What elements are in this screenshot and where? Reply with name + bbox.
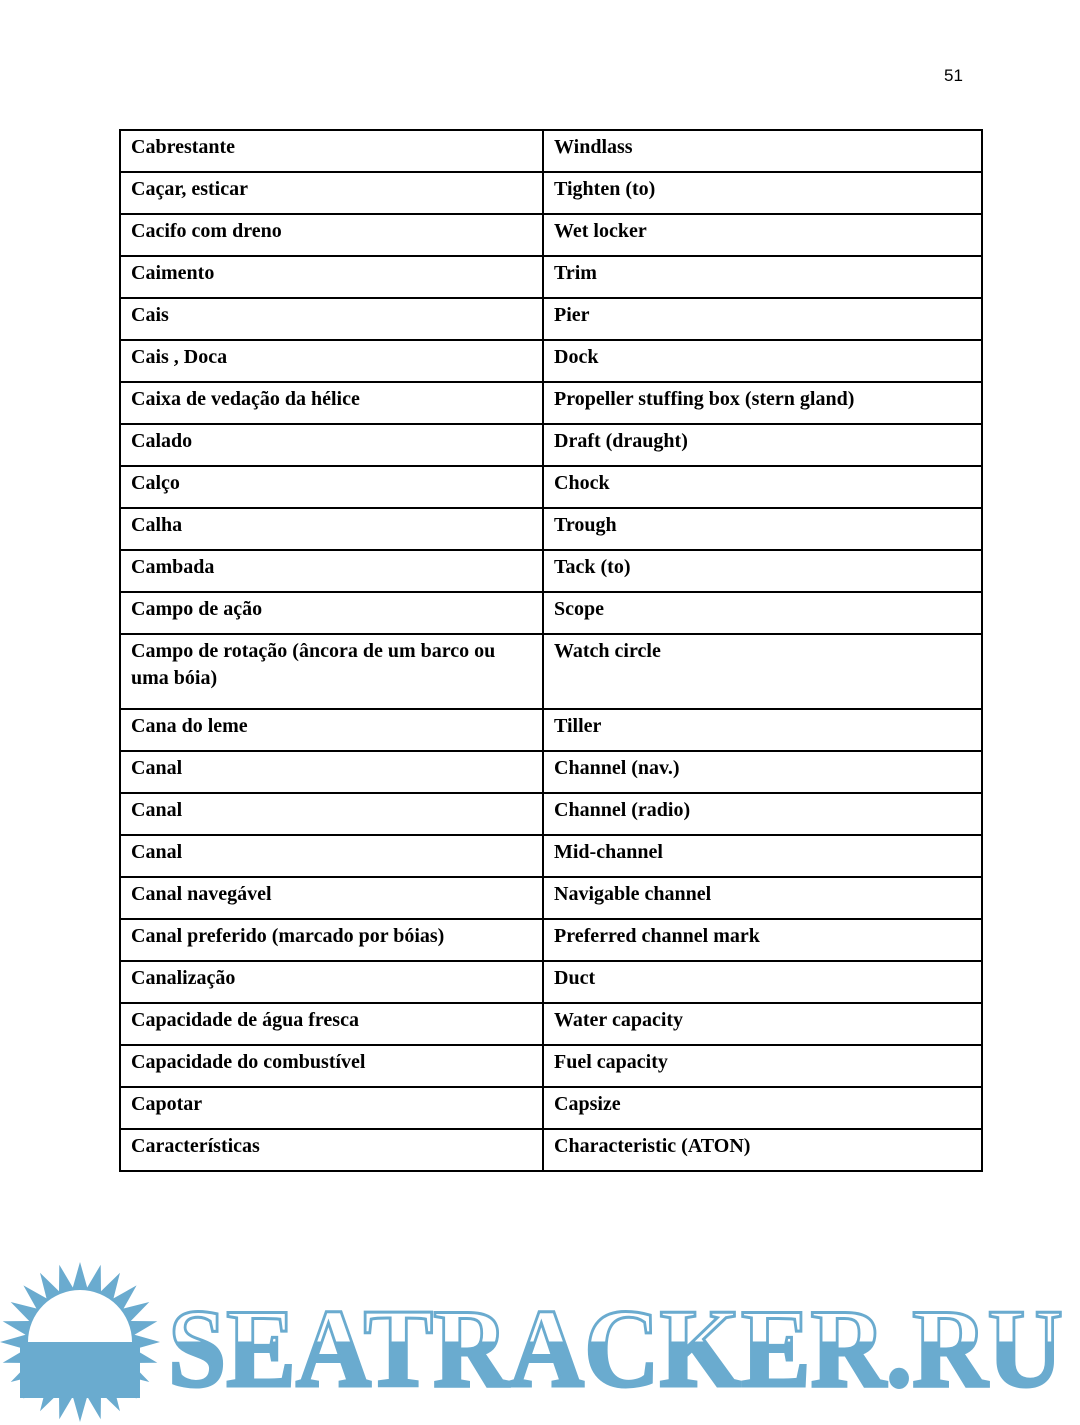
table-row	[120, 877, 982, 919]
term-portuguese: Calço	[120, 466, 543, 508]
table-row	[120, 1045, 982, 1087]
term-portuguese: Canal	[120, 835, 543, 877]
term-portuguese: Canalização	[120, 961, 543, 1003]
table-row	[120, 424, 982, 466]
term-portuguese: Capacidade do combustível	[120, 1045, 543, 1087]
term-english: Mid-channel	[543, 835, 982, 877]
table-row	[120, 751, 982, 793]
term-english: Characteristic (ATON)	[543, 1129, 982, 1171]
table-row	[120, 550, 982, 592]
term-portuguese: Capotar	[120, 1087, 543, 1129]
term-english: Channel (radio)	[543, 793, 982, 835]
term-portuguese: Cais	[120, 298, 543, 340]
term-english: Navigable channel	[543, 877, 982, 919]
watermark-text: SEATRACKER.RU	[168, 1287, 1063, 1411]
table-row	[120, 793, 982, 835]
term-portuguese: Cais , Doca	[120, 340, 543, 382]
table-row	[120, 709, 982, 751]
term-portuguese: Canal preferido (marcado por bóias)	[120, 919, 543, 961]
term-english: Dock	[543, 340, 982, 382]
table-row	[120, 835, 982, 877]
term-portuguese: Calado	[120, 424, 543, 466]
term-english: Preferred channel mark	[543, 919, 982, 961]
term-english: Wet locker	[543, 214, 982, 256]
term-english: Water capacity	[543, 1003, 982, 1045]
table-row	[120, 130, 982, 172]
term-english: Capsize	[543, 1087, 982, 1129]
term-portuguese: Cacifo com dreno	[120, 214, 543, 256]
table-row	[120, 214, 982, 256]
term-portuguese: Calha	[120, 508, 543, 550]
glossary-table	[119, 129, 983, 1172]
term-portuguese: Canal navegável	[120, 877, 543, 919]
term-english: Pier	[543, 298, 982, 340]
sun-icon	[0, 1262, 160, 1422]
term-english: Windlass	[543, 130, 982, 172]
term-english: Fuel capacity	[543, 1045, 982, 1087]
term-portuguese: Canal	[120, 793, 543, 835]
table-row	[120, 1003, 982, 1045]
term-english: Watch circle	[543, 634, 982, 709]
term-portuguese: Características	[120, 1129, 543, 1171]
table-row	[120, 592, 982, 634]
term-english: Tiller	[543, 709, 982, 751]
term-portuguese: Canal	[120, 751, 543, 793]
term-portuguese: Caimento	[120, 256, 543, 298]
term-portuguese: Campo de rotação (âncora de um barco ou uma bóia)	[120, 634, 543, 709]
term-english: Trim	[543, 256, 982, 298]
watermark	[0, 1262, 1080, 1425]
table-row	[120, 919, 982, 961]
term-english: Propeller stuffing box (stern gland)	[543, 382, 982, 424]
term-portuguese: Caçar, esticar	[120, 172, 543, 214]
table-row	[120, 1129, 982, 1171]
term-english: Duct	[543, 961, 982, 1003]
term-english: Draft (draught)	[543, 424, 982, 466]
table-row	[120, 172, 982, 214]
table-row	[120, 466, 982, 508]
table-row	[120, 298, 982, 340]
table-row	[120, 634, 982, 709]
table-row	[120, 508, 982, 550]
table-row	[120, 340, 982, 382]
term-english: Trough	[543, 508, 982, 550]
term-portuguese: Cana do leme	[120, 709, 543, 751]
term-portuguese: Caixa de vedação da hélice	[120, 382, 543, 424]
term-portuguese: Cambada	[120, 550, 543, 592]
table-row	[120, 1087, 982, 1129]
term-portuguese: Campo de ação	[120, 592, 543, 634]
term-portuguese: Capacidade de água fresca	[120, 1003, 543, 1045]
table-row	[120, 256, 982, 298]
term-english: Scope	[543, 592, 982, 634]
table-row	[120, 961, 982, 1003]
term-english: Tack (to)	[543, 550, 982, 592]
page-number: 51	[944, 66, 963, 85]
term-english: Channel (nav.)	[543, 751, 982, 793]
table-row	[120, 382, 982, 424]
term-portuguese: Cabrestante	[120, 130, 543, 172]
term-english: Tighten (to)	[543, 172, 982, 214]
term-english: Chock	[543, 466, 982, 508]
